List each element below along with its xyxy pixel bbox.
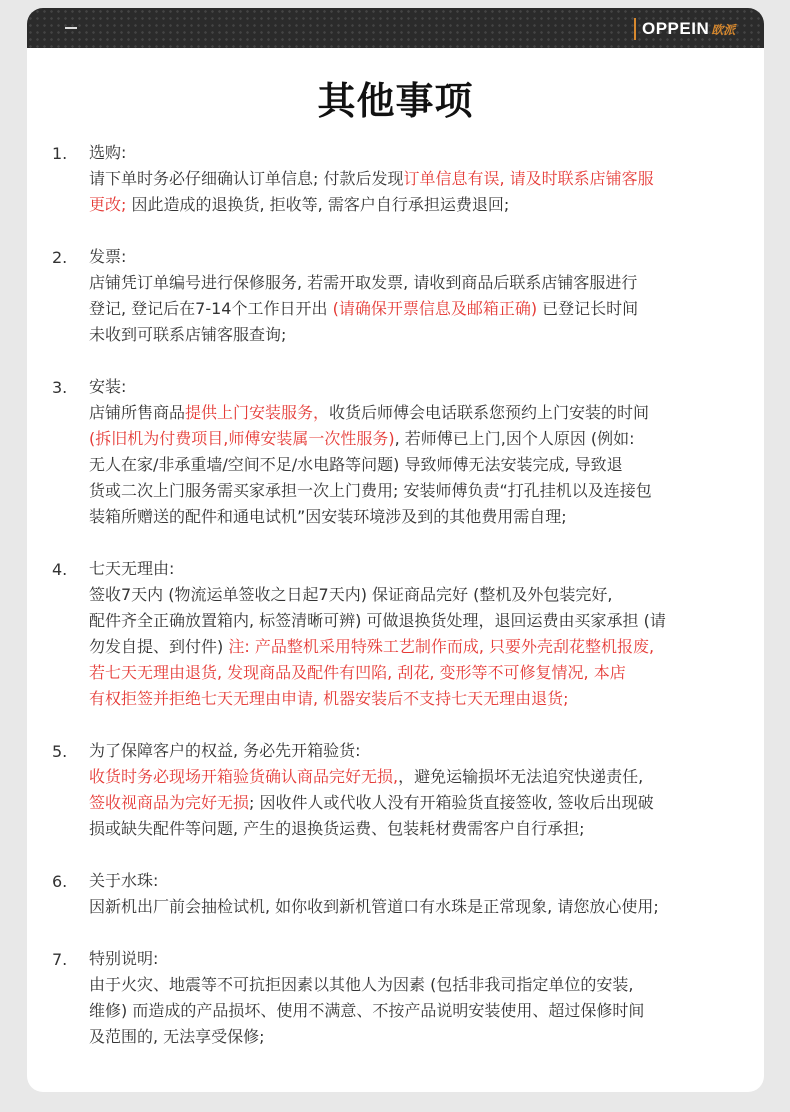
item-body xyxy=(89,582,739,712)
item-line xyxy=(89,296,739,322)
body-text: 装箱所赠送的配件和通电试机”因安装环境涉及到的其他费用需自理; xyxy=(89,507,567,526)
item-line xyxy=(89,478,739,504)
body-text: 请下单时务必仔细确认订单信息; 付款后发现 xyxy=(89,169,404,188)
brand-name: OPPEIN xyxy=(642,19,710,38)
item-heading: 发票: xyxy=(89,247,127,266)
highlight-text: 注: 产品整机采用特殊工艺制作而成, 只要外壳刮花整机报废, xyxy=(228,637,655,656)
item-line xyxy=(89,426,739,452)
brand-cn: 欧派 xyxy=(711,22,736,37)
highlight-text: 若七天无理由退货, 发现商品及配件有凹陷, 刮花, 变形等不可修复情况, 本店 xyxy=(89,663,626,682)
body-text: 配件齐全正确放置箱内, 标签清晰可辨) 可做退换货处理，退回运费由买家承担 (请 xyxy=(89,611,666,630)
item-line xyxy=(89,270,739,296)
body-text: 店铺所售商品 xyxy=(89,403,186,422)
item-number: 3. xyxy=(52,378,68,397)
item-heading: 选购: xyxy=(89,143,127,162)
highlight-text: 收货时务必现场开箱验货确认商品完好无损, xyxy=(89,767,399,786)
page-title: 其他事项 xyxy=(317,79,474,123)
highlight-text: 有权拒签并拒绝七天无理由申请, 机器安装后不支持七天无理由退货; xyxy=(89,689,569,708)
body-text: 无人在家/非承重墙/空间不足/水电路等问题) 导致师傅无法安装完成, 导致退 xyxy=(89,455,623,474)
notice-card xyxy=(27,8,764,1092)
menu-dash-icon xyxy=(65,27,77,29)
item-body xyxy=(89,894,739,920)
body-text: 收货后师傅会电话联系您预约上门安装的时间 xyxy=(329,403,650,422)
item-number: 2. xyxy=(52,248,68,267)
item-number: 4. xyxy=(52,560,68,579)
item-line xyxy=(89,582,739,608)
item-line xyxy=(89,972,739,998)
item-number: 6. xyxy=(52,872,68,891)
body-text: 货或二次上门服务需买家承担一次上门费用; 安装师傅负责“打孔挂机以及连接包 xyxy=(89,481,652,500)
item-body xyxy=(89,972,739,1050)
item-line xyxy=(89,660,739,686)
item-line xyxy=(89,764,739,790)
body-text: 未收到可联系店铺客服查询; xyxy=(89,325,287,344)
highlight-text: 更改; xyxy=(89,195,127,214)
body-text: 由于火灾、地震等不可抗拒因素以其他人为因素 (包括非我司指定单位的安装, xyxy=(89,975,634,994)
item-line xyxy=(89,790,739,816)
item-line xyxy=(89,322,739,348)
item-line xyxy=(89,192,739,218)
body-text: ; 因收件人或代收人没有开箱验货直接签收, 签收后出现破 xyxy=(249,793,654,812)
item-heading: 特别说明: xyxy=(89,949,159,968)
item-line xyxy=(89,400,739,426)
item-heading: 安装: xyxy=(89,377,127,396)
body-text: 维修) 而造成的产品损坏、使用不满意、不按产品说明安装使用、超过保修时间 xyxy=(89,1001,645,1020)
item-number: 5. xyxy=(52,742,68,761)
item-body xyxy=(89,166,739,218)
item-line xyxy=(89,452,739,478)
item-line xyxy=(89,998,739,1024)
body-text: , 若师傅已上门,因个人原因 (例如: xyxy=(394,429,635,448)
body-text: 勿发自提、到付件) xyxy=(89,637,229,656)
item-body xyxy=(89,270,739,348)
highlight-text: 提供上门安装服务， xyxy=(185,403,330,422)
body-text: 损或缺失配件等问题, 产生的退换货运费、包装耗材费需客户自行承担; xyxy=(89,819,585,838)
item-number: 7. xyxy=(52,950,68,969)
item-line xyxy=(89,504,739,530)
body-text: ，避免运输损坏无法追究快递责任, xyxy=(398,767,644,786)
item-body xyxy=(89,764,739,842)
item-heading: 七天无理由: xyxy=(89,559,175,578)
body-text: 店铺凭订单编号进行保修服务, 若需开取发票, 请收到商品后联系店铺客服进行 xyxy=(89,273,638,292)
body-text: 因新机出厂前会抽检试机, 如你收到新机管道口有水珠是正常现象, 请您放心使用; xyxy=(89,897,659,916)
header-bar xyxy=(27,8,764,48)
body-text: 登记, 登记后在7-14个工作日开出 xyxy=(89,299,333,318)
item-body xyxy=(89,400,739,530)
body-text: 签收7天内 (物流运单签收之日起7天内) 保证商品完好 (整机及外包装完好, xyxy=(89,585,613,604)
body-text: 及范围的, 无法享受保修; xyxy=(89,1027,265,1046)
item-heading: 为了保障客户的权益, 务必先开箱验货: xyxy=(89,741,361,760)
item-line xyxy=(89,816,739,842)
item-line xyxy=(89,1024,739,1050)
item-line xyxy=(89,166,739,192)
item-line xyxy=(89,608,739,634)
highlight-text: 订单信息有误, 请及时联系店铺客服 xyxy=(403,169,654,188)
item-number: 1. xyxy=(52,144,68,163)
item-line xyxy=(89,634,739,660)
body-text: 因此造成的退换货, 拒收等, 需客户自行承担运费退回; xyxy=(126,195,510,214)
item-line xyxy=(89,894,739,920)
highlight-text: (请确保开票信息及邮箱正确) xyxy=(332,299,538,318)
item-heading: 关于水珠: xyxy=(89,871,159,890)
body-text: 已登记长时间 xyxy=(537,299,639,318)
item-line xyxy=(89,686,739,712)
highlight-text: (拆旧机为付费项目,师傅安装属一次性服务) xyxy=(89,429,395,448)
brand-logo xyxy=(634,18,735,40)
highlight-text: 签收视商品为完好无损 xyxy=(89,793,250,812)
